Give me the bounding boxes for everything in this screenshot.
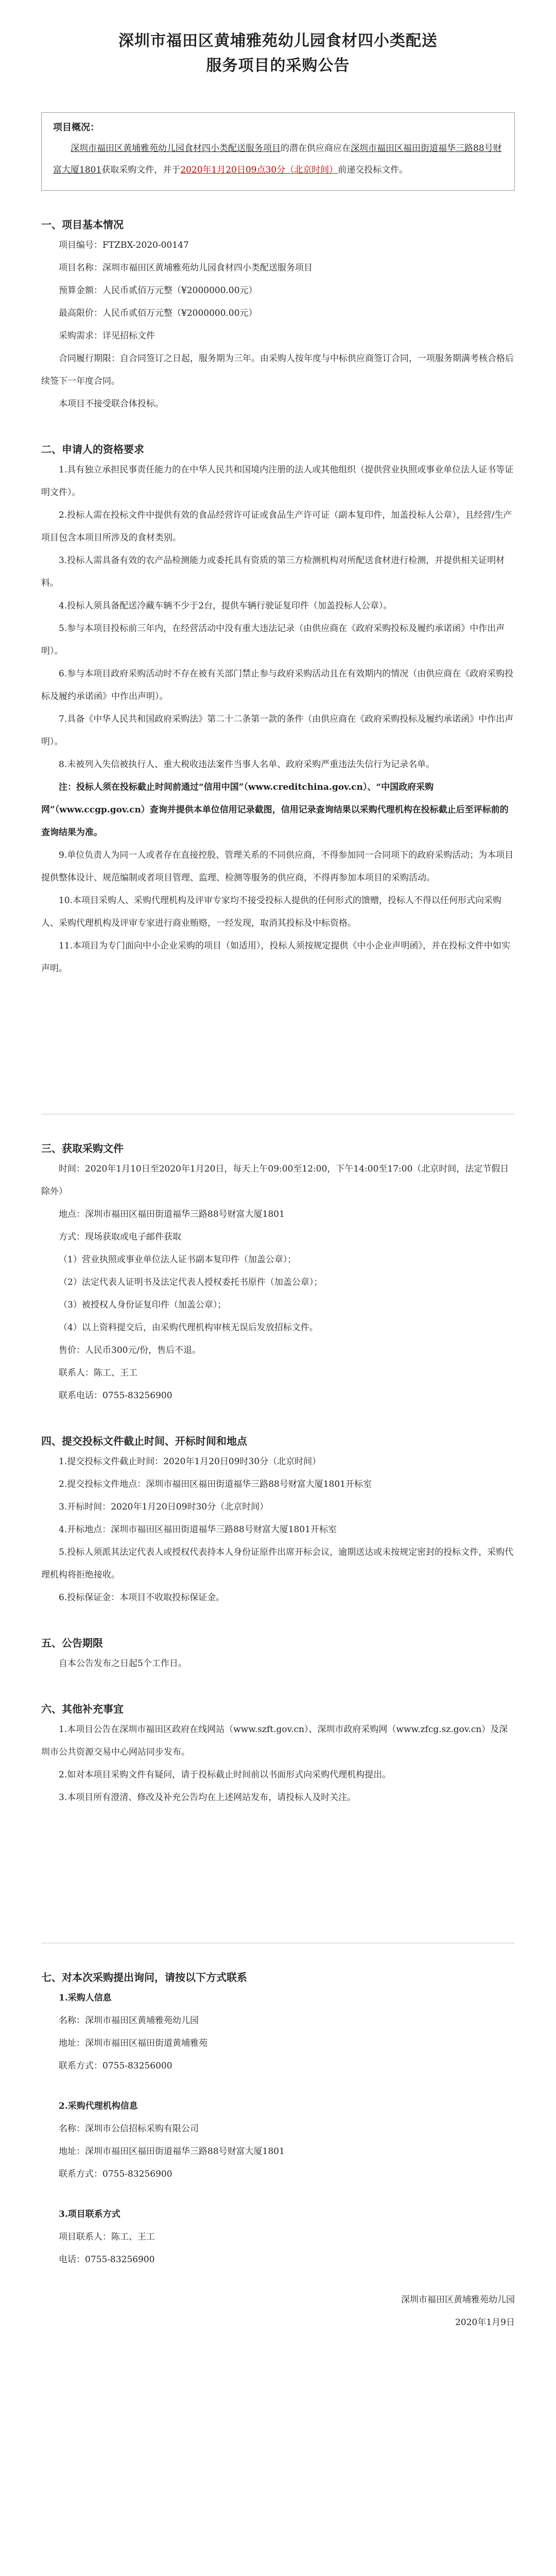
document-title-line2: 服务项目的采购公告 [206,57,350,75]
section-project-info [41,215,515,415]
submission-line: 3.开标时间：2020年1月20日09时30分（北京时间） [59,1502,269,1512]
info-line: 项目名称：深圳市福田区黄埔雅苑幼儿园食材四小类配送服务项目 [59,263,312,273]
info-line: 采购需求：详见招标文件 [59,331,155,341]
info-line: 预算金额：人民币贰佰万元整（¥2000000.00元） [59,285,257,296]
signature-org: 深圳市福田区黄埔雅苑幼儿园 [401,2295,515,2305]
section-title: 七、对本次采购提出询问，请按以下方式联系 [41,1971,247,1984]
obtain-line: （1）营业执照或事业单位法人证书副本复印件（加盖公章）； [59,1255,297,1265]
qualification-item: 9.单位负责人为同一人或者存在直接控股、管理关系的不同供应商，不得参加同一合同项下的政府采购活动；为本项目提供整体设计、规范编制或者项目管理、监理、检测等服务的供应商，不得再参加本项目的采购活动。 [41,850,514,883]
agent-line: 地址：深圳市福田区福田街道福华三路88号财富大厦1801 [59,2146,285,2157]
section-other-matters [41,1700,515,1809]
qualification-item: 6.参与本项目政府采购活动时不存在被有关部门禁止参与政府采购活动且在有效期内的情况（由供应商在《政府采购投标及履约承诺函》中作出声明）。 [41,669,514,702]
spacer [41,980,515,1114]
qualification-note: 注：投标人须在投标截止时间前通过“信用中国”（www.creditchina.gov.cn）、“中国政府采购网”（www.ccgp.gov.cn）查询并提供本单位信用记录截图，信用记录查询结果以采购代理机构在投标截止后至评标前的查询结果为准。 [41,782,509,838]
overview-deadline: 2020年1月20日09点30分（北京时间） [180,165,338,175]
qualification-item: 8.未被列入失信被执行人、重大税收违法案件当事人名单、政府采购严重违法失信行为记录名单。 [59,759,435,770]
section-title: 二、申请人的资格要求 [41,443,144,455]
agent-line: 名称：深圳市公信招标采购有限公司 [59,2124,199,2134]
overview-text-2: 的潜在供应商应在 [281,143,351,154]
qualification-item: 3.投标人需具备有效的农产品检测能力或委托具有资质的第三方检测机构对所配送食材进行检测，并提供相关证明材料。 [41,555,505,588]
section-title: 六、其他补充事宜 [41,1703,124,1715]
qualification-item: 1.具有独立承担民事责任能力的在中华人民共和国境内注册的法人或其他组织（提供营业执照或事业单位法人证书等证明文件）。 [41,465,514,498]
obtain-line: 联系人：陈工、王工 [59,1368,137,1378]
other-line: 3.本项目所有澄清、修改及补充公告均在上述网站发布，请投标人及时关注。 [59,1792,356,1803]
section-title: 三、获取采购文件 [41,1142,124,1155]
section-notice-period [41,1634,515,1675]
section-title: 五、公告期限 [41,1637,103,1649]
qualification-item: 11.本项目为专门面向中小企业采购的项目（如适用），投标人须按规定提供《中小企业声明函》，并在投标文件中如实声明。 [41,941,511,974]
section-qualifications [41,440,515,980]
obtain-line: （4）以上资料提交后，由采购代理机构审核无误后发放招标文件。 [59,1323,318,1333]
qualification-item: 10.本项目采购人、采购代理机构及评审专家均不接受投标人提供的任何形式的馈赠，投标人不得以任何形式向采购人、采购代理机构及评审专家进行商业贿赂，一经发现，取消其投标及中标资格。 [41,895,502,928]
submission-line: 5.投标人须派其法定代表人或授权代表持本人身份证原件出席开标会议，逾期送达或未按规定密封的投标文件，采购代理机构将拒绝接收。 [41,1547,514,1580]
overview-project-name: 深圳市福田区黄埔雅苑幼儿园食材四小类配送服务项目 [71,143,281,154]
buyer-line: 联系方式：0755-83256000 [59,2061,172,2071]
agent-heading: 2.采购代理机构信息 [59,2101,138,2111]
spacer [41,2271,515,2289]
submission-line: 2.提交投标文件地点：深圳市福田区福田街道福华三路88号财富大厦1801开标室 [59,1479,372,1489]
submission-line: 6.投标保证金：本项目不收取投标保证金。 [59,1592,225,1603]
submission-line: 4.开标地点：深圳市福田区福田街道福华三路88号财富大厦1801开标室 [59,1524,337,1535]
info-line: 本项目不接受联合体投标。 [59,399,164,409]
section-submission [41,1432,515,1609]
signature-date: 2020年1月9日 [455,2317,515,2328]
qualification-item: 5.参与本项目投标前三年内，在经营活动中没有重大违法记录（由供应商在《政府采购投标及履约承诺函》中作出声明）。 [41,623,505,656]
buyer-heading: 1.采购人信息 [59,1993,112,2003]
overview-address: 深圳市福田区福田街道福华三路88号财富大厦1801 [53,143,502,175]
buyer-line: 名称：深圳市福田区黄埔雅苑幼儿园 [59,2015,199,2026]
notice-period-text: 自本公告发布之日起5个工作日。 [59,1658,187,1669]
spacer [41,2185,515,2203]
overview-text-6: 前递交投标文件。 [338,165,408,175]
document-title [41,0,515,78]
section-title: 一、项目基本情况 [41,218,124,231]
overview-text [53,138,503,181]
obtain-line: （3）被授权人身份证复印件（加盖公章）； [59,1300,227,1310]
overview-heading: 项目概况： [53,122,99,133]
other-line: 2.如对本项目采购文件有疑问，请于投标截止时间前以书面形式向采购代理机构提出。 [59,1770,391,1780]
agent-line: 联系方式：0755-83256900 [59,2169,172,2179]
info-line: 项目编号：FTZBX-2020-00147 [59,240,189,250]
qualification-item: 2.投标人需在投标文件中提供有效的食品经营许可证或食品生产许可证（副本复印件，加盖投标人公章），且经营/生产项目包含本项目所涉及的食材类别。 [41,510,512,543]
qualification-item: 7.具备《中华人民共和国政府采购法》第二十二条第一款的条件（由供应商在《政府采购投标及履约承诺函》中作出声明）。 [41,714,514,747]
section-title: 四、提交投标文件截止时间、开标时间和地点 [41,1435,247,1447]
submission-line: 1.提交投标文件截止时间：2020年1月20日09时30分（北京时间） [59,1456,321,1467]
info-line: 最高限价：人民币贰佰万元整（¥2000000.00元） [59,308,257,318]
spacer [41,2077,515,2095]
buyer-line: 地址：深圳市福田区福田街道黄埔雅苑 [59,2038,207,2048]
obtain-line: （2）法定代表人证明书及法定代表人授权委托书原件（加盖公章）； [59,1277,323,1287]
qualification-item: 4.投标人须具备配送冷藏车辆不少于2台，提供车辆行驶证复印件（加盖投标人公章）。 [59,601,392,611]
overview-text-4: 获取采购文件，并于 [101,165,181,175]
contact-line: 电话：0755-83256900 [59,2255,155,2265]
other-line: 1.本项目公告在深圳市福田区政府在线网站（www.szft.gov.cn）、深圳市政府采购网（www.zfcg.sz.gov.cn）及深圳市公共资源交易中心网站同步发布。 [41,1724,508,1757]
obtain-line: 方式：现场获取或电子邮件获取 [59,1232,181,1242]
obtain-line: 时间：2020年1月10日至2020年1月20日，每天上午09:00至12:00，下午14:00至17:00（北京时间，法定节假日除外） [41,1164,509,1197]
contact-line: 项目联系人：陈工、王工 [59,2232,155,2242]
obtain-line: 地点：深圳市福田区福田街道福华三路88号财富大厦1801 [59,1209,285,1219]
obtain-line: 联系电话：0755-83256900 [59,1391,172,1401]
announcement-page [41,0,515,2334]
info-line: 合同履行期限：自合同签订之日起，服务期为三年。由采购人按年度与中标供应商签订合同，一项服务期满考核合格后续签下一年度合同。 [41,353,514,386]
section-obtain-documents [41,1139,515,1407]
section-contact [41,1968,515,2271]
project-overview-box [41,112,515,191]
document-title-line1: 深圳市福田区黄埔雅苑幼儿园食材四小类配送 [118,32,438,50]
spacer [41,1809,515,1943]
obtain-line: 售价：人民币300元/份，售后不退。 [59,1345,201,1355]
contact-heading: 3.项目联系方式 [59,2209,120,2219]
